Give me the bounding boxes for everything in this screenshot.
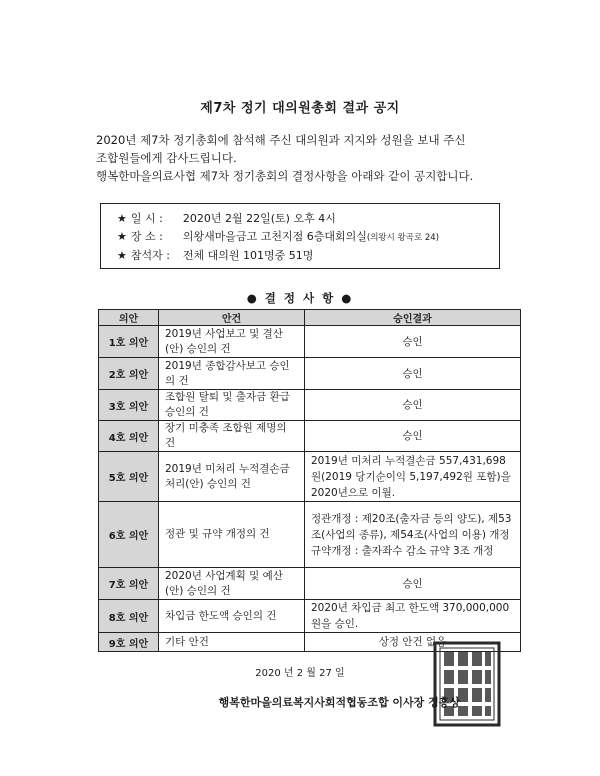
agenda-number: 6호 의안 bbox=[99, 502, 159, 568]
agenda-title: 2019년 종합감사보고 승인의 건 bbox=[159, 358, 305, 390]
header-agenda: 안건 bbox=[159, 310, 305, 326]
table-row bbox=[99, 502, 521, 568]
agenda-title: 2020년 사업계획 및 예산(안) 승인의 건 bbox=[159, 568, 305, 600]
agenda-title: 2019년 미처리 누적결손금 처리(안) 승인의 건 bbox=[159, 452, 305, 502]
section-title: ● 결 정 사 항 ● bbox=[246, 291, 354, 305]
star-icon: ★ bbox=[117, 249, 127, 262]
agenda-result: 승인 bbox=[305, 326, 521, 358]
table-row bbox=[99, 452, 521, 502]
intro-line: 조합원들에게 감사드립니다. bbox=[96, 151, 237, 165]
table-row bbox=[99, 326, 521, 358]
agenda-title: 장기 미충족 조합원 제명의 건 bbox=[159, 421, 305, 452]
official-seal-stamp bbox=[432, 640, 502, 728]
agenda-result: 정관개정 : 제20조(출자금 등의 양도), 제53조(사업의 종류), 제54조(사업의 이용) 개정 bbox=[311, 512, 512, 541]
attendee-label: 참석자 : bbox=[130, 249, 170, 262]
agenda-result: 승인 bbox=[305, 358, 521, 390]
place-row bbox=[117, 228, 499, 247]
agenda-result: 2020년 차입금 최고 한도액 370,000,000원을 승인. bbox=[305, 600, 521, 633]
table-row bbox=[99, 421, 521, 452]
agenda-number: 3호 의안 bbox=[99, 390, 159, 421]
agenda-result: 승인 bbox=[305, 568, 521, 600]
date-row bbox=[117, 210, 499, 228]
agenda-number: 5호 의안 bbox=[99, 452, 159, 502]
agenda-result: 승인 bbox=[305, 421, 521, 452]
agenda-number: 2호 의안 bbox=[99, 358, 159, 390]
table-row bbox=[99, 358, 521, 390]
table-header-row bbox=[99, 310, 521, 326]
agenda-title: 조합원 탈퇴 및 출자금 환급 승인의 건 bbox=[159, 390, 305, 421]
document-title: 제7차 정기 대의원총회 결과 공지 bbox=[200, 101, 400, 116]
table-row bbox=[99, 568, 521, 600]
place-label: 장 소 : bbox=[130, 230, 163, 243]
agenda-title: 차입금 한도액 승인의 건 bbox=[159, 600, 305, 633]
attendee-value: 전체 대의원 101명중 51명 bbox=[182, 249, 314, 262]
agenda-number: 9호 의안 bbox=[99, 633, 159, 652]
agenda-title: 기타 안건 bbox=[159, 633, 305, 652]
intro-text bbox=[96, 131, 546, 185]
header-result: 승인결과 bbox=[305, 310, 521, 326]
intro-line: 2020년 제7차 정기총회에 참석해 주신 대의원과 지지와 성원을 보내 주신 bbox=[96, 133, 466, 147]
table-row bbox=[99, 600, 521, 633]
agenda-title: 정관 및 규약 개정의 건 bbox=[159, 502, 305, 568]
agenda-result: 2019년 미처리 누적결손금 557,431,698원(2019 당기순이익 5,197,492원 포함)을 2020년으로 이월. bbox=[305, 452, 521, 502]
decision-table bbox=[98, 309, 521, 652]
agenda-number: 4호 의안 bbox=[99, 421, 159, 452]
table-row bbox=[99, 390, 521, 421]
document-date: 2020 년 2 월 27 일 bbox=[255, 668, 345, 679]
agenda-result: 상정 안건 없음 bbox=[305, 633, 521, 652]
place-value: 의왕새마을금고 고천지점 6층대회의실 bbox=[182, 230, 367, 243]
date-label: 일 시 : bbox=[130, 212, 163, 225]
date-value: 2020년 2월 22일(토) 오후 4시 bbox=[182, 212, 336, 225]
attendee-row bbox=[117, 247, 499, 265]
star-icon: ★ bbox=[117, 230, 127, 243]
agenda-number: 1호 의안 bbox=[99, 326, 159, 358]
agenda-result: 승인 bbox=[305, 390, 521, 421]
agenda-title: 2019년 사업보고 및 결산(안) 승인의 건 bbox=[159, 326, 305, 358]
meeting-info-box bbox=[100, 203, 500, 269]
star-icon: ★ bbox=[117, 212, 127, 225]
signer-name: 행복한마을의료복지사회적협동조합 이사장 정흥상 bbox=[218, 696, 460, 709]
agenda-number: 7호 의안 bbox=[99, 568, 159, 600]
agenda-number: 8호 의안 bbox=[99, 600, 159, 633]
agenda-result-secondary: 규약개정 : 출자좌수 감소 규약 3조 개정 bbox=[311, 544, 494, 557]
intro-line: 행복한마을의료사협 제7차 정기총회의 결정사항을 아래와 같이 공지합니다. bbox=[96, 169, 474, 183]
header-agenda-no: 의안 bbox=[99, 310, 159, 326]
agenda-result-cell bbox=[305, 502, 521, 568]
place-address: (의왕시 왕곡로 24) bbox=[366, 233, 440, 243]
